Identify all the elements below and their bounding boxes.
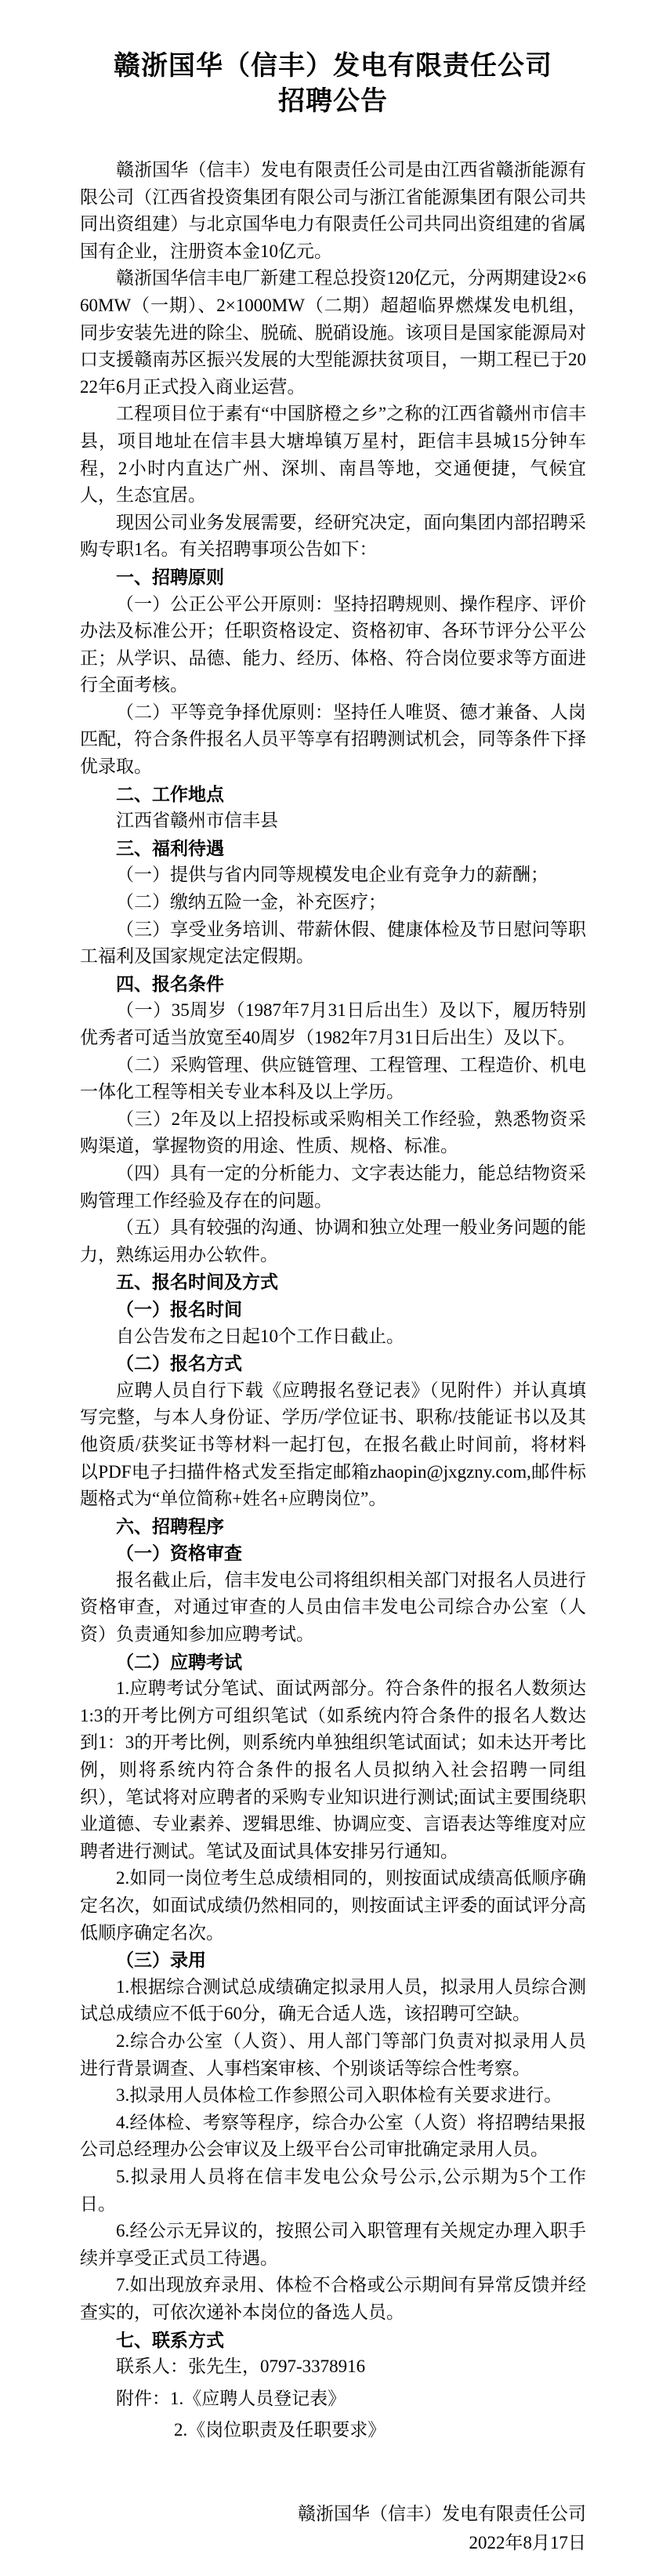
- document-body: [80, 157, 586, 2444]
- sub-section-heading: （三）录用: [116, 1950, 206, 1971]
- footer-company-name: 赣浙国华（信丰）发电有限责任公司: [298, 2503, 586, 2523]
- body-paragraph: 应聘人员自行下载《应聘报名登记表》（见附件）并认真填写完整，与本人身份证、学历/学位证书、职称/技能证书以及其他资质/获奖证书等材料一起打包，在报名截止时间前，将材料以PDF电子扫描件格式发至指定邮箱zhaopin@jxgzny.com,邮件标题格式为“单位简称+姓名+应聘岗位”。: [80, 1380, 586, 1509]
- sub-section-heading: （一）资格审查: [116, 1543, 242, 1564]
- body-paragraph: 3.拟录用人员体检工作参照公司入职体检有关要求进行。: [116, 2085, 563, 2106]
- sub-section-heading: （一）报名时间: [116, 1298, 242, 1319]
- body-paragraph: （二）缴纳五险一金，补充医疗；: [116, 892, 386, 912]
- attachment-line: 2.《岗位职责及任职要求》: [174, 2420, 386, 2440]
- body-paragraph: 自公告发布之日起10个工作日截止。: [116, 1326, 404, 1346]
- body-paragraph: （四）具有一定的分析能力、文字表达能力，能总结物资采购管理工作经验及存在的问题。: [80, 1163, 586, 1210]
- body-paragraph: 赣浙国华信丰电厂新建工程总投资120亿元，分两期建设2×660MW（一期）、2×1000MW（二期）超超临界燃煤发电机组，同步安装先进的除尘、脱硫、脱硝设施。该项目是国家能源局对口支援赣南苏区振兴发展的大型能源扶贫项目，一期工程已于2022年6月正式投入商业运营。: [80, 268, 586, 397]
- body-paragraph: 1.根据综合测试总成绩确定拟录用人员，拟录用人员综合测试总成绩应不低于60分，确无合适人选，该招聘可空缺。: [80, 1976, 586, 2024]
- body-paragraph: 工程项目位于素有“中国脐橙之乡”之称的江西省赣州市信丰县，项目地址在信丰县大塘埠镇万星村，距信丰县城15分钟车程，2小时内直达广州、深圳、南昌等地，交通便捷，气候宜人，生态宜居。: [80, 404, 586, 506]
- body-paragraph: 联系人：张先生，0797-3378916: [116, 2356, 366, 2377]
- body-paragraph: 6.经公示无异议的，按照公司入职管理有关规定办理入职手续并享受正式员工待遇。: [80, 2221, 586, 2268]
- body-paragraph: 5.拟录用人员将在信丰发电公众号公示,公示期为5个工作日。: [80, 2166, 586, 2214]
- document-title-line-2: 招聘公告: [278, 87, 388, 116]
- document-title: [0, 0, 666, 119]
- body-paragraph: （二）平等竞争择优原则：坚持任人唯贤、德才兼备、人岗匹配，符合条件报名人员平等享有招聘测试机会，同等条件下择优录取。: [80, 702, 586, 777]
- section-heading: 二、工作地点: [116, 783, 224, 804]
- attachment-line: 附件：1.《应聘人员登记表》: [116, 2388, 346, 2408]
- body-paragraph: 7.如出现放弃录用、体检不合格或公示期间有异常反馈并经查实的，可依次递补本岗位的备选人员。: [80, 2275, 586, 2322]
- body-paragraph: 2.综合办公室（人资）、用人部门等部门负责对拟录用人员进行背景调查、人事档案审核、个别谈话等综合性考察。: [80, 2030, 586, 2078]
- body-paragraph: （一）公正公平公开原则：坚持招聘规则、操作程序、评价办法及标准公开；任职资格设定、资格初审、各环节评分公平公正；从学识、品德、能力、经历、体格、符合岗位要求等方面进行全面考核。: [80, 593, 586, 695]
- document-title-line-1: 赣浙国华（信丰）发电有限责任公司: [114, 52, 552, 81]
- section-heading: 四、报名条件: [116, 973, 224, 994]
- section-heading: 六、招聘程序: [116, 1515, 224, 1537]
- footer-date: 2022年8月17日: [469, 2532, 586, 2552]
- body-paragraph: （五）具有较强的沟通、协调和独立处理一般业务问题的能力，熟练运用办公软件。: [80, 1217, 586, 1264]
- body-paragraph: 1.应聘考试分笔试、面试两部分。符合条件的报名人数须达1:3的开考比例方可组织笔试（如系统内符合条件的报名人数达到1：3的开考比例，则系统内单独组织笔试面试；如未达开考比例，则将系统内符合条件的报名人员拟纳入社会招聘一同组织），笔试将对应聘者的采购专业知识进行测试;面试主要围绕职业道德、专业素养、逻辑思维、协调应变、言语表达等维度对应聘者进行测试。笔试及面试具体安排另行通知。: [80, 1678, 586, 1861]
- sub-section-heading: （二）报名方式: [116, 1353, 242, 1374]
- body-paragraph: （三）2年及以上招投标或采购相关工作经验，熟悉物资采购渠道，掌握物资的用途、性质、规格、标准。: [80, 1108, 586, 1156]
- body-paragraph: 江西省赣州市信丰县: [116, 811, 278, 831]
- sub-section-heading: （二）应聘考试: [116, 1651, 242, 1672]
- section-heading: 五、报名时间及方式: [116, 1272, 278, 1293]
- body-paragraph: （二）采购管理、供应链管理、工程管理、工程造价、机电一体化工程等相关专业本科及以上学历。: [80, 1054, 586, 1102]
- body-paragraph: 报名截止后，信丰发电公司将组织相关部门对报名人员进行资格审查，对通过审查的人员由信丰发电公司综合办公室（人资）负责通知参加应聘考试。: [80, 1569, 586, 1645]
- body-paragraph: 赣浙国华（信丰）发电有限责任公司是由江西省赣浙能源有限公司（江西省投资集团有限公司与浙江省能源集团有限公司共同出资组建）与北京国华电力有限责任公司共同出资组建的省属国有企业，注册资本金10亿元。: [80, 160, 586, 261]
- body-paragraph: 4.经体检、考察等程序，综合办公室（人资）将招聘结果报公司总经理办公会审议及上级平台公司审批确定录用人员。: [80, 2112, 586, 2160]
- section-heading: 一、招聘原则: [116, 566, 224, 587]
- body-paragraph: （一）提供与省内同等规模发电企业有竞争力的薪酬；: [116, 865, 548, 885]
- body-paragraph: （三）享受业务培训、带薪休假、健康体检及节日慰问等职工福利及国家规定法定假期。: [80, 919, 586, 967]
- section-heading: 三、福利待遇: [116, 837, 224, 858]
- section-heading: 七、联系方式: [116, 2329, 224, 2350]
- body-paragraph: 2.如同一岗位考生总成绩相同的，则按面试成绩高低顺序确定名次，如面试成绩仍然相同的，则按面试主评委的面试评分高低顺序确定名次。: [80, 1868, 586, 1943]
- body-paragraph: （一）35周岁（1987年7月31日后出生）及以下，履历特别优秀者可适当放宽至40周岁（1982年7月31日后出生）及以下。: [80, 1000, 586, 1047]
- body-paragraph: 现因公司业务发展需要，经研究决定，面向集团内部招聘采购专职1名。有关招聘事项公告如下：: [80, 512, 586, 560]
- document-footer: [80, 2499, 586, 2557]
